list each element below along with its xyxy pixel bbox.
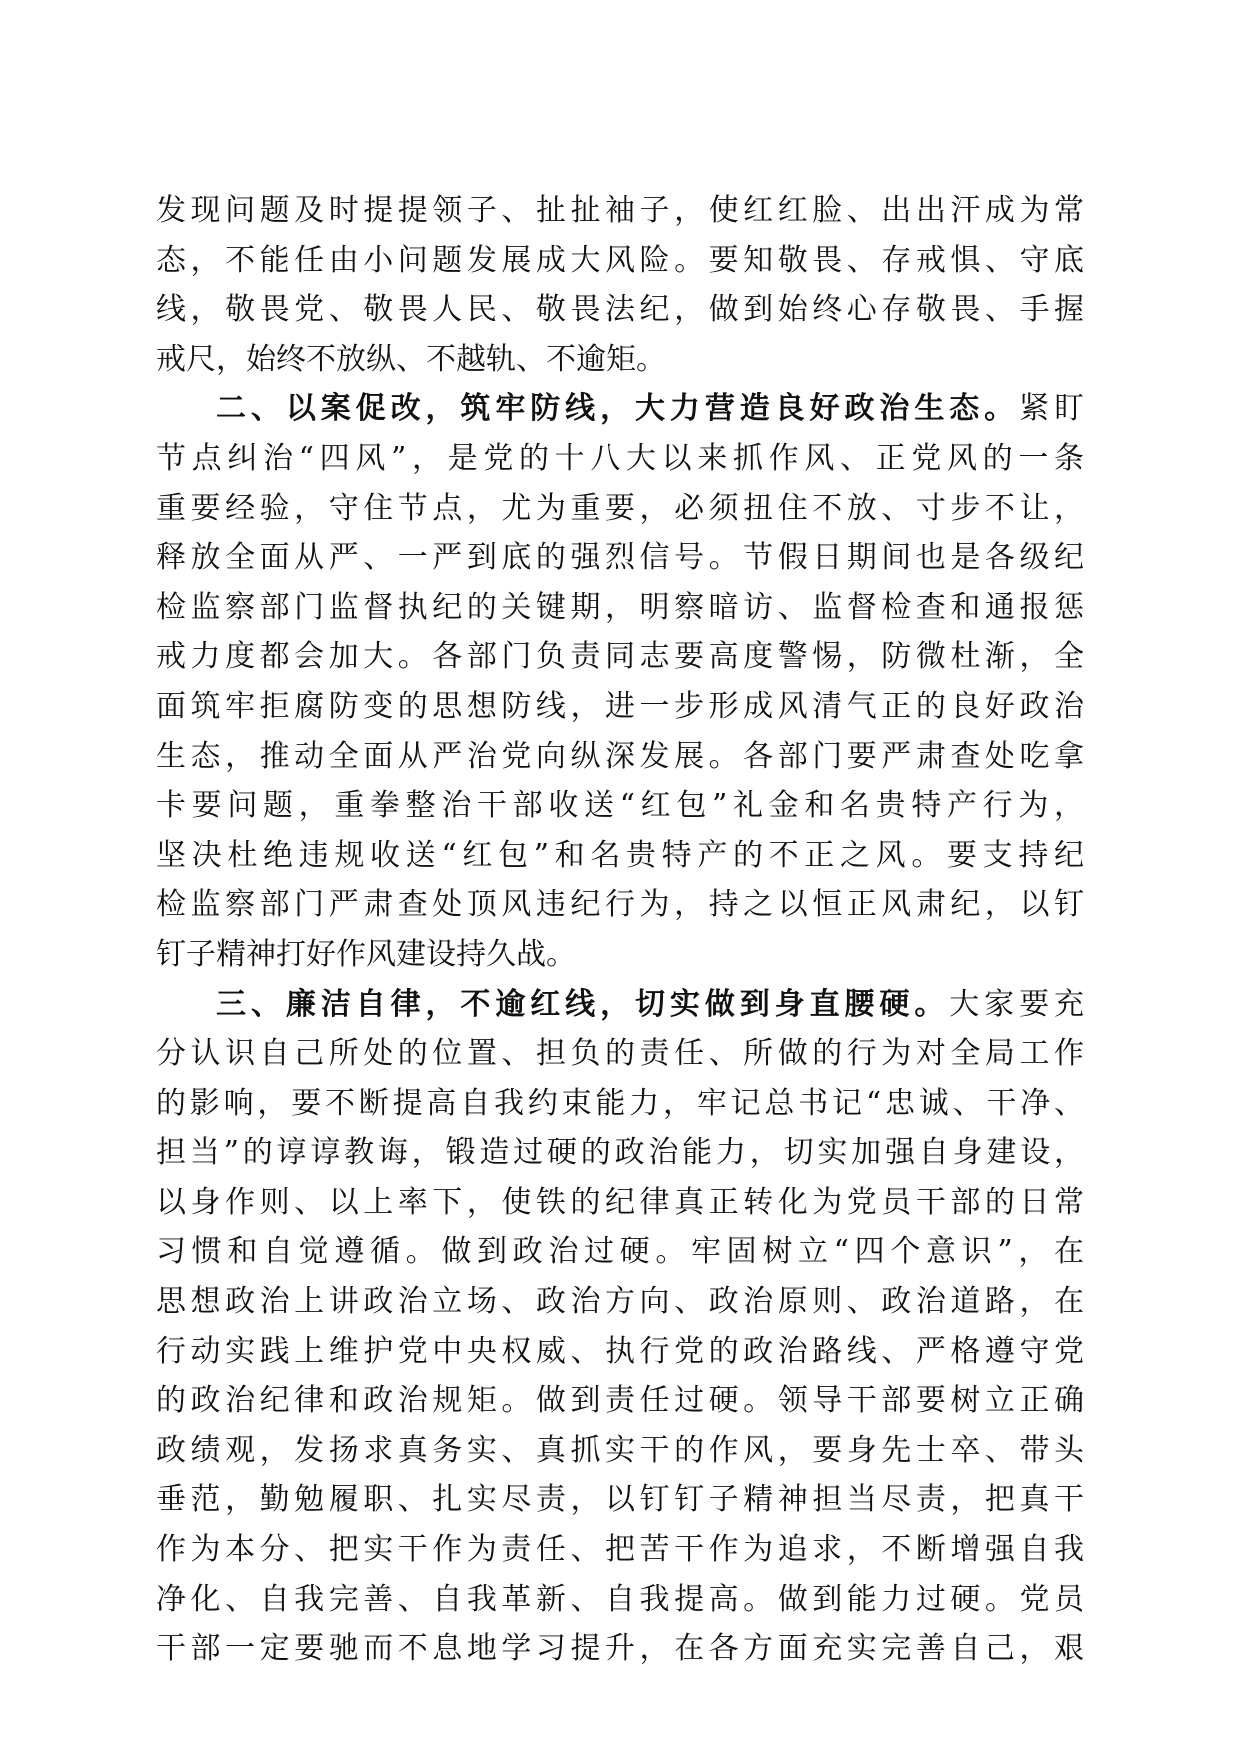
paragraph-2 <box>156 384 1084 979</box>
paragraph-first-line <box>156 980 1084 1030</box>
section-heading: 二、以案促改，筑牢防线，大力营造良好政治生态。 <box>216 391 1020 427</box>
text-line: 的政治纪律和政治规矩。做到责任过硬。领导干部要树立正确 <box>156 1383 1084 1419</box>
text-line: 检监察部门监督执纪的关键期，明察暗访、监督检查和通报惩 <box>156 589 1084 625</box>
paragraph-first-line <box>156 384 1084 434</box>
paragraph-3 <box>156 980 1084 1674</box>
section-heading: 三、廉洁自律，不逾红线，切实做到身直腰硬。 <box>216 986 950 1022</box>
text-line: 行动实践上维护党中央权威、执行党的政治路线、严格遵守党 <box>156 1333 1084 1369</box>
paragraph-1 <box>156 186 1084 384</box>
text-line: 坚决杜绝违规收送“红包”和名贵特产的不正之风。要支持纪 <box>156 837 1084 873</box>
text-line: 钉子精神打好作风建设持久战。 <box>156 936 576 972</box>
text-line: 生态，推动全面从严治党向纵深发展。各部门要严肃查处吃拿 <box>156 738 1084 774</box>
text-line: 检监察部门严肃查处顶风违纪行为，持之以恒正风肃纪，以钉 <box>156 887 1084 923</box>
text-line: 戒力度都会加大。各部门负责同志要高度警惕，防微杜渐，全 <box>156 639 1084 675</box>
text-line: 担当”的谆谆教诲，锻造过硬的政治能力，切实加强自身建设， <box>156 1135 1084 1171</box>
text-run: 大家要充 <box>949 986 1085 1022</box>
text-line: 态，不能任由小问题发展成大风险。要知敬畏、存戒惧、守底 <box>156 242 1084 278</box>
text-line: 分认识自己所处的位置、担负的责任、所做的行为对全局工作 <box>156 1036 1084 1072</box>
text-line: 面筑牢拒腐防变的思想防线，进一步形成风清气正的良好政治 <box>156 688 1084 724</box>
text-line: 节点纠治“四风”，是党的十八大以来抓作风、正党风的一条 <box>156 440 1084 476</box>
text-line: 垂范，勤勉履职、扎实尽责，以钉钉子精神担当尽责，把真干 <box>156 1482 1084 1518</box>
text-line: 思想政治上讲政治立场、政治方向、政治原则、政治道路，在 <box>156 1284 1084 1320</box>
text-line: 重要经验，守住节点，尤为重要，必须扭住不放、寸步不让， <box>156 490 1084 526</box>
document-page <box>156 186 1084 1674</box>
text-line: 净化、自我完善、自我革新、自我提高。做到能力过硬。党员 <box>156 1581 1084 1617</box>
text-line: 的影响，要不断提高自我约束能力，牢记总书记“忠诚、干净、 <box>156 1085 1084 1121</box>
text-line: 线，敬畏党、敬畏人民、敬畏法纪，做到始终心存敬畏、手握 <box>156 292 1084 328</box>
text-line: 戒尺，始终不放纵、不越轨、不逾矩。 <box>156 341 666 377</box>
text-line: 释放全面从严、一严到底的强烈信号。节假日期间也是各级纪 <box>156 540 1084 576</box>
text-line: 发现问题及时提提领子、扯扯袖子，使红红脸、出出汗成为常 <box>156 193 1084 228</box>
text-line: 以身作则、以上率下，使铁的纪律真正转化为党员干部的日常 <box>156 1184 1084 1220</box>
text-line: 卡要问题，重拳整治干部收送“红包”礼金和名贵特产行为， <box>156 788 1084 824</box>
text-line: 政绩观，发扬求真务实、真抓实干的作风，要身先士卒、带头 <box>156 1432 1084 1468</box>
text-line: 作为本分、把实干作为责任、把苦干作为追求，不断增强自我 <box>156 1532 1084 1568</box>
text-line: 干部一定要驰而不息地学习提升，在各方面充实完善自己，艰 <box>156 1631 1084 1667</box>
text-line: 习惯和自觉遵循。做到政治过硬。牢固树立“四个意识”，在 <box>156 1234 1084 1270</box>
text-run: 紧盯 <box>1019 391 1085 427</box>
